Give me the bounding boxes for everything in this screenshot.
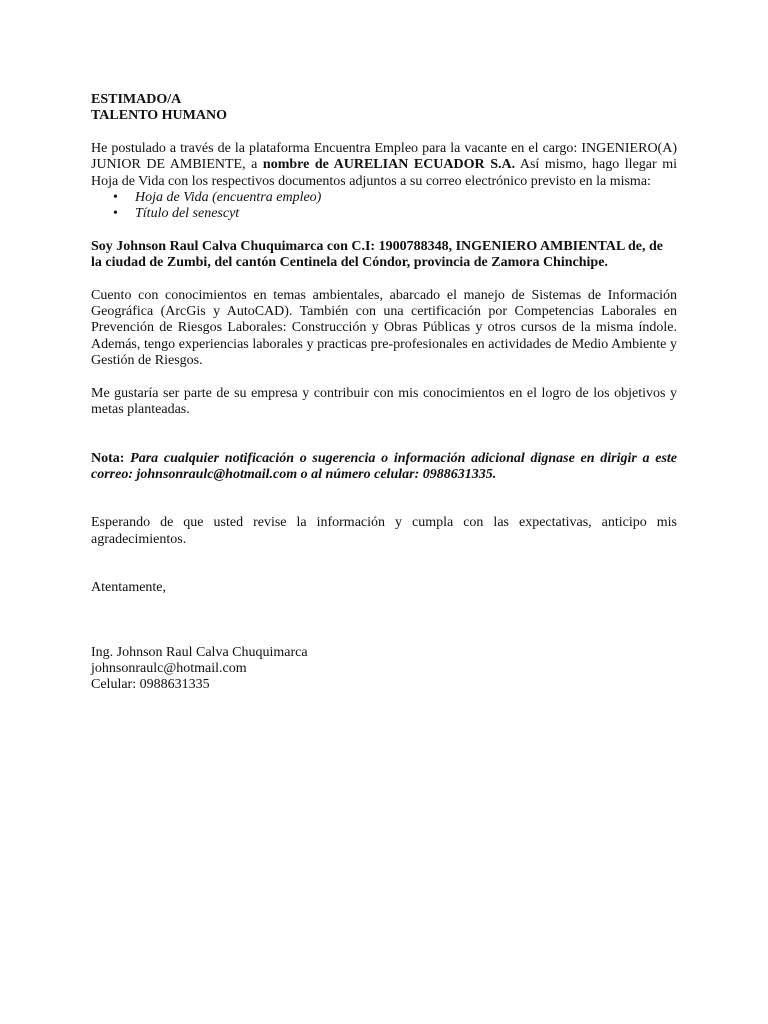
- intro-paragraph: [91, 141, 677, 190]
- bullet-icon: •: [113, 190, 118, 206]
- intro-text-end: Así mismo, hago llegar mi Hoja de Vida con los respectivos documentos adjuntos a su correo electrónico previsto en la misma:: [91, 157, 677, 189]
- attachment-label: Hoja de Vida (encuentra empleo): [135, 190, 322, 206]
- note-text: Para cualquier notificación o sugerencia o información adicional dignase en dirigir a este correo: johnsonraulc@hotmail.com o al número celular: 0988631335.: [91, 450, 677, 482]
- signature-email: johnsonraulc@hotmail.com: [91, 660, 247, 676]
- signature-block: [91, 645, 677, 694]
- salutation-line-1: ESTIMADO/A: [91, 92, 182, 107]
- attachment-label: Título del senescyt: [135, 206, 240, 222]
- closing-paragraph: Esperando de que usted revise la información y cumpla con las expectativas, anticipo mis agradecimientos.: [91, 515, 677, 547]
- attachment-item: [91, 190, 677, 206]
- identity-paragraph: Soy Johnson Raul Calva Chuquimarca con C.I: 1900788348, INGENIERO AMBIENTAL de, de la ciudad de Zumbi, del cantón Centinela del Cóndor, provincia de Zamora Chinchipe.: [91, 238, 664, 271]
- salutation: [91, 92, 677, 125]
- bullet-icon: •: [113, 206, 118, 222]
- note-label: Nota:: [91, 450, 125, 466]
- attachments-list: [91, 190, 677, 223]
- intro-company-name: nombre de AURELIAN ECUADOR S.A.: [262, 157, 516, 173]
- farewell: Atentamente,: [91, 580, 167, 596]
- intro-text-start: He postulado a través de la plataforma Encuentra Empleo para la vacante en el cargo: INGENIERO(A) JUNIOR DE AMBIENTE, a: [91, 140, 677, 173]
- salutation-line-2: TALENTO HUMANO: [91, 108, 227, 124]
- interest-paragraph: Me gustaría ser parte de su empresa y contribuir con mis conocimientos en el logro de los objetivos y metas planteadas.: [91, 385, 677, 418]
- attachment-item: [91, 206, 677, 222]
- experience-paragraph: Cuento con conocimientos en temas ambientales, abarcado el manejo de Sistemas de Información Geográfica (ArcGis y AutoCAD). También con una certificación por Competencias Laborales en Prevención de Riesgos Laborales: Construcción y Obras Públicas y otros cursos de la misma índole. Además, tengo experiencias laborales y practicas pre-profesionales en actividades de Medio Ambiente y Gestión de Riesgos.: [91, 287, 677, 369]
- letter-page: [91, 92, 677, 694]
- note-paragraph: [91, 451, 677, 484]
- signature-name: Ing. Johnson Raul Calva Chuquimarca: [91, 644, 308, 660]
- signature-phone: Celular: 0988631335: [91, 677, 210, 693]
